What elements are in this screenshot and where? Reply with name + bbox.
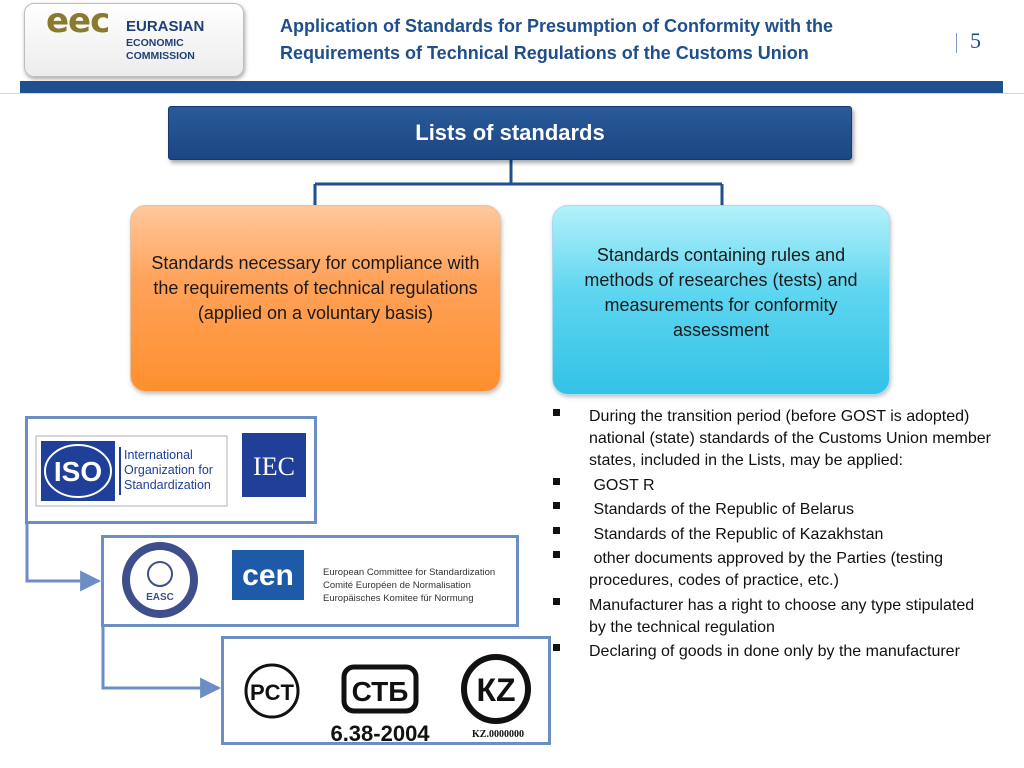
easc-mark: EASC [146, 592, 174, 603]
bullet-square-icon [553, 598, 560, 605]
national-standards-frame [221, 636, 551, 745]
iec-mark: IEC [253, 452, 295, 481]
international-standards-frame [25, 416, 317, 524]
bullet-square-icon [553, 551, 560, 558]
testing-standards-box [552, 205, 890, 395]
list-item: Manufacturer has a right to choose any type stipulated by the technical regulation [552, 595, 992, 639]
list-item: GOST R [552, 475, 992, 497]
regional-standards-frame [101, 535, 519, 627]
list-item: During the transition period (before GOST is adopted) national (state) standards of the Customs Union member states, included in the Lists, may be applied: [552, 406, 992, 472]
logo-line-economic: ECONOMIC [126, 37, 184, 49]
bullet-square-icon [553, 478, 560, 485]
gost-r-mark: PCT [250, 680, 294, 705]
compliance-standards-text: Standards necessary for compliance with the requirements of technical regulations (applied on a voluntary basis) [151, 253, 480, 323]
stb-mark: СТБ [351, 676, 409, 707]
stb-number: 6.38-2004 [330, 721, 430, 742]
bullet-list [552, 406, 992, 666]
iso-name-line-1: International [124, 448, 193, 462]
arrow-to-easc [27, 524, 99, 581]
international-logos [28, 419, 314, 521]
cen-mark: cen [242, 559, 294, 592]
cen-name-line-1: European Committee for Standardization [323, 567, 496, 578]
national-logos [224, 639, 548, 742]
cen-name-line-3: Europäisches Komitee für Normung [323, 593, 474, 604]
cen-name-line-2: Comité Européen de Normalisation [323, 580, 471, 591]
bullet-square-icon [553, 527, 560, 534]
logo-line-commission: COMMISSION [126, 50, 195, 62]
page-number: 5 [970, 28, 981, 53]
title-line-2: Requirements of Technical Regulations of the Customs Union [280, 43, 809, 63]
testing-standards-text: Standards containing rules and methods of researches (tests) and measurements for conformity assessment [584, 245, 858, 340]
bullet-square-icon [553, 644, 560, 651]
compliance-standards-box [130, 205, 501, 392]
iso-name-line-3: Standardization [124, 478, 211, 492]
iso-mark: ISO [53, 456, 103, 487]
arrow-to-national [103, 627, 219, 688]
lists-of-standards-box: Lists of standards [168, 106, 852, 160]
list-item: other documents approved by the Parties (testing procedures, codes of practice, etc.) [552, 548, 992, 592]
iso-name-line-2: Organization for [124, 463, 213, 477]
bullet-square-icon [553, 409, 560, 416]
title-line-1: Application of Standards for Presumption of Conformity with the [280, 16, 833, 36]
list-item: Declaring of goods in done only by the manufacturer [552, 641, 992, 663]
regional-logos [104, 538, 516, 624]
logo-line-eurasian: EURASIAN [126, 18, 205, 35]
list-item: Standards of the Republic of Belarus [552, 499, 992, 521]
kz-mark: КZ [476, 672, 516, 708]
kz-number: KZ.0000000 [472, 729, 524, 740]
logo-mark: eec [46, 1, 110, 41]
bullet-square-icon [553, 502, 560, 509]
list-item: Standards of the Republic of Kazakhstan [552, 524, 992, 546]
